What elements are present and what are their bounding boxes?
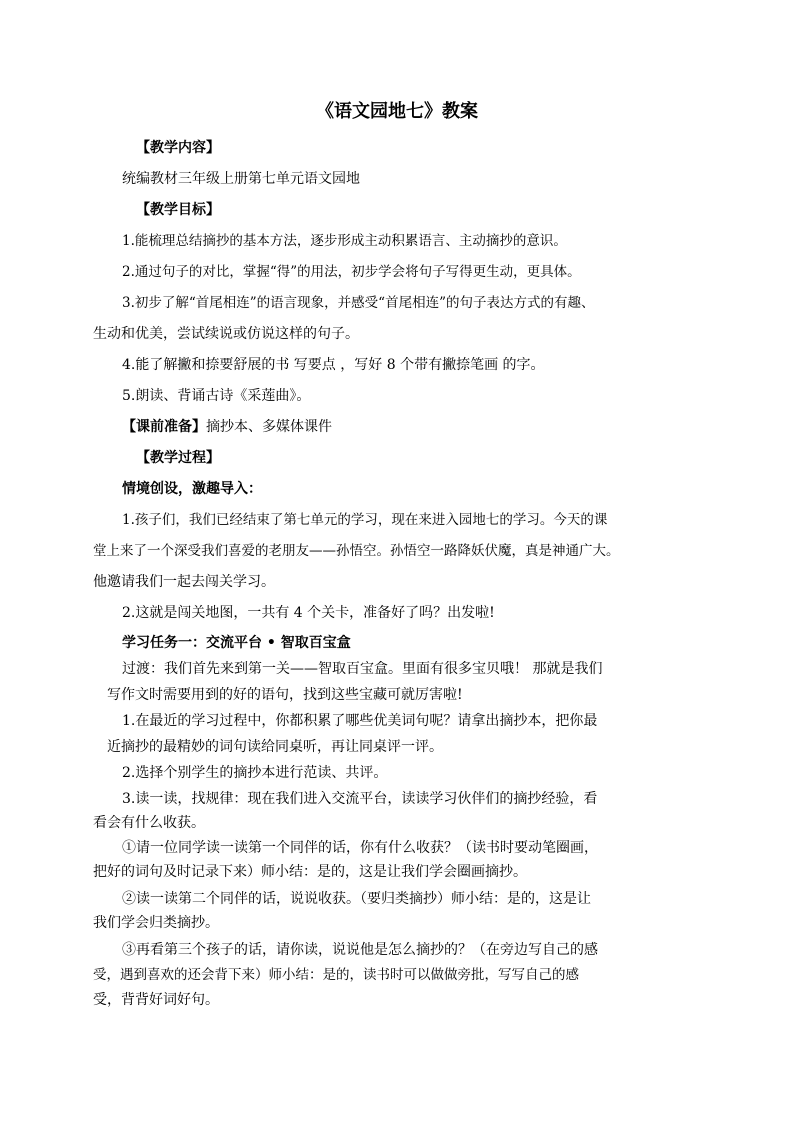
task1-line: ③再看第三个孩子的话，请你读，说说他是怎么摘抄的？（在旁边写自己的感 bbox=[122, 942, 598, 958]
intro-line: 堂上来了一个深受我们喜爱的老朋友——孙悟空。孙悟空一路降妖伏魔，真是神通广大。 bbox=[93, 543, 620, 559]
task1-line: 近摘抄的最精妙的词句读给同桌听，再让同桌评一评。 bbox=[107, 739, 443, 755]
prep-line bbox=[122, 418, 332, 436]
prep-heading: 【课前准备】 bbox=[122, 419, 206, 435]
goals-heading: 【教学目标】 bbox=[136, 202, 220, 218]
content-text: 统编教材三年级上册第七单元语文园地 bbox=[122, 171, 360, 187]
intro-line: 他邀请我们一起去闯关学习。 bbox=[93, 574, 275, 590]
prep-text: 摘抄本、多媒体课件 bbox=[206, 419, 332, 435]
task1-line: 受，遇到喜欢的还会背下来）师小结：是的，读书时可以做做旁批，写写自己的感 bbox=[93, 967, 579, 983]
intro-line: 1.孩子们，我们已经结束了第七单元的学习，现在来进入园地七的学习。今天的课 bbox=[122, 512, 608, 528]
task1-heading: 学习任务一：交流平台 • 智取百宝盒 bbox=[122, 635, 351, 651]
task1-line: 过渡：我们首先来到第一关——智取百宝盒。里面有很多宝贝哦！ 那就是我们 bbox=[122, 661, 603, 677]
task1-line: 3.读一读，找规律：现在我们进入交流平台，读读学习伙伴们的摘抄经验，看 bbox=[122, 791, 598, 807]
task1-line: 写作文时需要用到的好的语句，找到这些宝藏可就厉害啦! bbox=[107, 687, 463, 703]
intro-line: 2.这就是闯关地图，一共有 4 个关卡，准备好了吗？出发啦! bbox=[122, 605, 495, 621]
task1-line: ①请一位同学读一读第一个同伴的话，你有什么收获？（读书时要动笔圈画， bbox=[122, 840, 598, 856]
process-heading: 【教学过程】 bbox=[136, 450, 220, 466]
task1-line: 我们学会归类摘抄。 bbox=[93, 915, 219, 931]
goal-line: 2.通过句子的对比，掌握“得”的用法，初步学会将句子写得更生动，更具体。 bbox=[122, 264, 581, 280]
task1-line: 受，背背好词好句。 bbox=[93, 992, 219, 1008]
document-title: 《语文园地七》教案 bbox=[316, 101, 478, 122]
goal-line: 4.能了解撇和捺要舒展的书 写要点 ，写好 8 个带有撇捺笔画 的字。 bbox=[122, 357, 545, 373]
goal-line: 1.能梳理总结摘抄的基本方法，逐步形成主动积累语言、主动摘抄的意识。 bbox=[122, 233, 567, 249]
task1-line: 把好的词句及时记录下来）师小结：是的，这是让我们学会圈画摘抄。 bbox=[93, 864, 527, 880]
task1-line: 2.选择个别学生的摘抄本进行范读、共评。 bbox=[122, 765, 388, 781]
goal-line: 生动和优美，尝试续说或仿说这样的句子。 bbox=[93, 326, 359, 342]
task1-line: 看会有什么收获。 bbox=[93, 815, 205, 831]
content-heading: 【教学内容】 bbox=[136, 140, 220, 156]
goal-line: 3.初步了解“首尾相连”的语言现象，并感受“首尾相连”的句子表达方式的有趣、 bbox=[122, 295, 595, 311]
intro-heading: 情境创设，激趣导入： bbox=[122, 481, 262, 497]
task1-line: 1.在最近的学习过程中，你都积累了哪些优美词句呢？请拿出摘抄本，把你最 bbox=[122, 713, 598, 729]
goal-line: 5.朗读、背诵古诗《采莲曲》。 bbox=[122, 388, 311, 404]
task1-line: ②读一读第二个同伴的话，说说收获。（要归类摘抄）师小结：是的，这是让 bbox=[122, 891, 591, 907]
